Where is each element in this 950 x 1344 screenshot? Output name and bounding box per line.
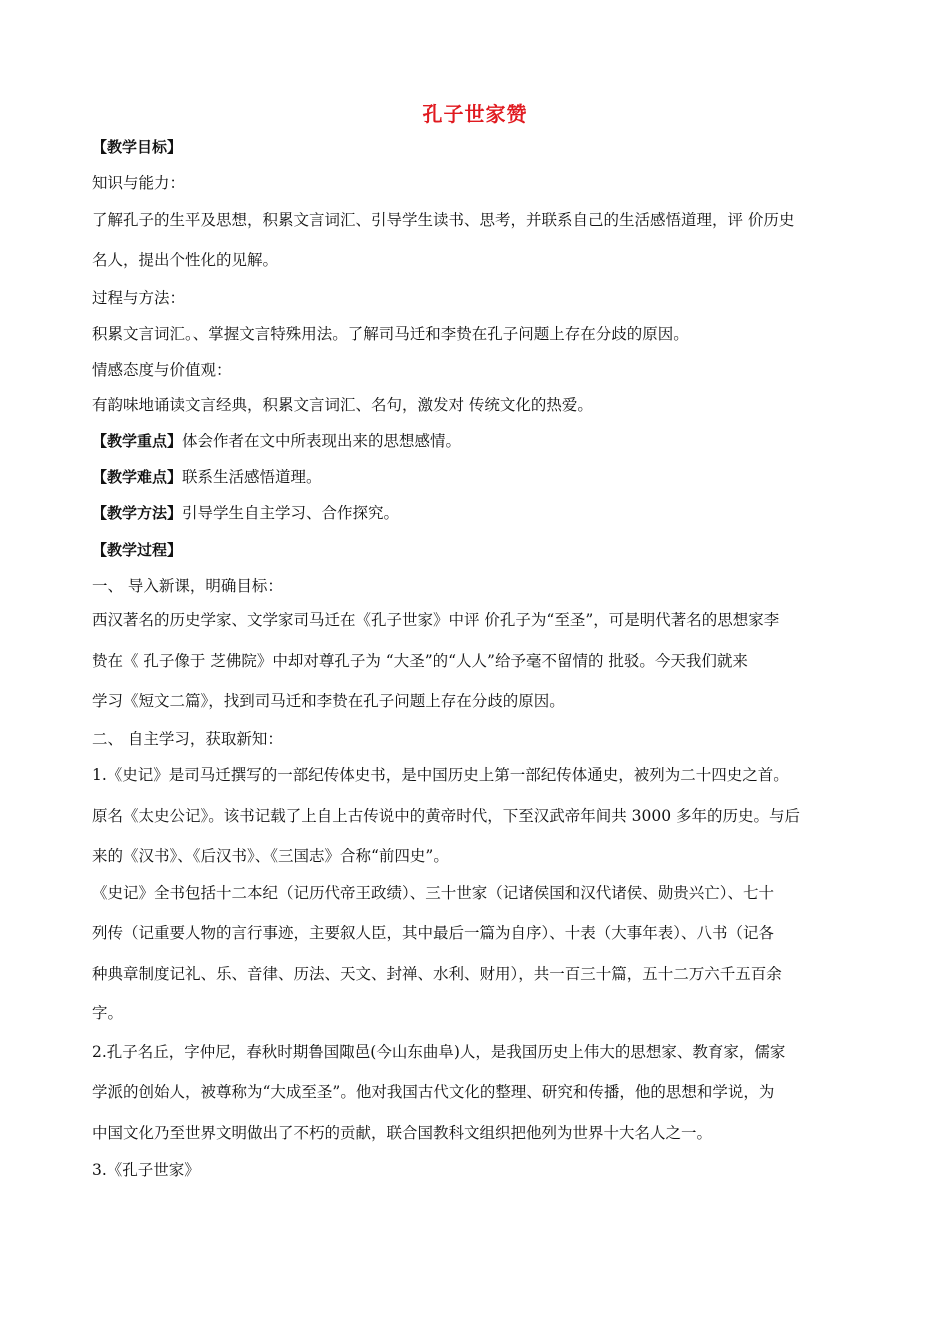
emotion-label: 情感态度与价值观： (92, 361, 232, 379)
method-heading: 【教学方法】 (92, 504, 183, 522)
difficulty-paragraph (92, 467, 872, 487)
shiji-contents-line-2: 列传（记重要人物的言行事迹，主要叙人臣，其中最后一篇为自序）、十表（大事年表）、八书（记各 (92, 924, 775, 942)
intro-line-2: 贽在《 孔子像于 芝佛院》中却对尊孔子为 “大圣”的“人人”给予毫不留情的 批驳。今天我们就来 (92, 652, 748, 670)
method-paragraph (92, 503, 872, 523)
knowledge-text-line-1: 了解孔子的生平及思想，积累文言词汇、引导学生读书、思考，并联系自己的生活感悟道理，评 价历史 (92, 211, 795, 229)
confucius-paragraph-line-3: 中国文化乃至世界文明做出了不朽的贡献，联合国教科文组织把他列为世界十大名人之一。 (92, 1124, 713, 1142)
intro-line-1: 西汉著名的历史学家、文学家司马迁在《孔子世家》中评 价孔子为“至圣”，可是明代著名的思想家李 (92, 611, 780, 629)
shiji-contents-line-3: 种典章制度记礼、乐、音律、历法、天文、封禅、水利、财用），共一百三十篇，五十二万六千五百余 (92, 965, 782, 983)
knowledge-label: 知识与能力： (92, 174, 186, 192)
shiji-paragraph-line-3: 来的《汉书》、《后汉书》、《三国志》合称“前四史”。 (92, 847, 449, 865)
teaching-process-heading: 【教学过程】 (92, 541, 183, 559)
kongzi-shijia-item: 3.《孔子世家》 (92, 1161, 200, 1179)
confucius-paragraph-line-1: 2.孔子名丘，字仲尼，春秋时期鲁国陬邑(今山东曲阜)人，是我国历史上伟大的思想家、教育家，儒家 (92, 1043, 786, 1061)
confucius-paragraph-line-2: 学派的创始人，被尊称为“大成至圣”。他对我国古代文化的整理、研究和传播，他的思想和学说，为 (92, 1083, 775, 1101)
intro-line-3: 学习《短文二篇》，找到司马迁和李贽在孔子问题上存在分歧的原因。 (92, 692, 565, 710)
process-method-text: 积累文言词汇。、掌握文言特殊用法。了解司马迁和李贽在孔子问题上存在分歧的原因。 (92, 325, 689, 343)
shiji-contents-line-1: 《史记》全书包括十二本纪（记历代帝王政绩）、三十世家（记诸侯国和汉代诸侯、勋贵兴亡）、七十 (92, 884, 775, 902)
shiji-contents-line-4: 字。 (92, 1004, 124, 1022)
knowledge-text-line-2: 名人，提出个性化的见解。 (92, 251, 279, 269)
emotion-text: 有韵味地诵读文言经典，积累文言词汇、名句，激发对 传统文化的热爱。 (92, 396, 593, 414)
objectives-heading: 【教学目标】 (92, 138, 183, 156)
focus-heading: 【教学重点】 (92, 432, 183, 450)
shiji-paragraph-line-1: 1.《史记》是司马迁撰写的一部纪传体史书，是中国历史上第一部纪传体通史，被列为二十四史之首。 (92, 766, 789, 784)
difficulty-text: 联系生活感悟道理。 (182, 468, 322, 486)
focus-paragraph (92, 431, 872, 451)
document-title: 孔子世家赞 (422, 102, 528, 126)
shiji-paragraph-line-2: 原名《太史公记》。该书记载了上自上古传说中的黄帝时代，下至汉武帝年间共 3000 多年的历史。与后 (92, 807, 801, 825)
step-1-title: 一、 导入新课，明确目标： (92, 577, 283, 595)
step-2-title: 二、 自主学习，获取新知： (92, 730, 283, 748)
method-text: 引导学生自主学习、合作探究。 (182, 504, 400, 522)
process-method-label: 过程与方法： (92, 289, 186, 307)
difficulty-heading: 【教学难点】 (92, 468, 183, 486)
focus-text: 体会作者在文中所表现出来的思想感情。 (182, 432, 462, 450)
